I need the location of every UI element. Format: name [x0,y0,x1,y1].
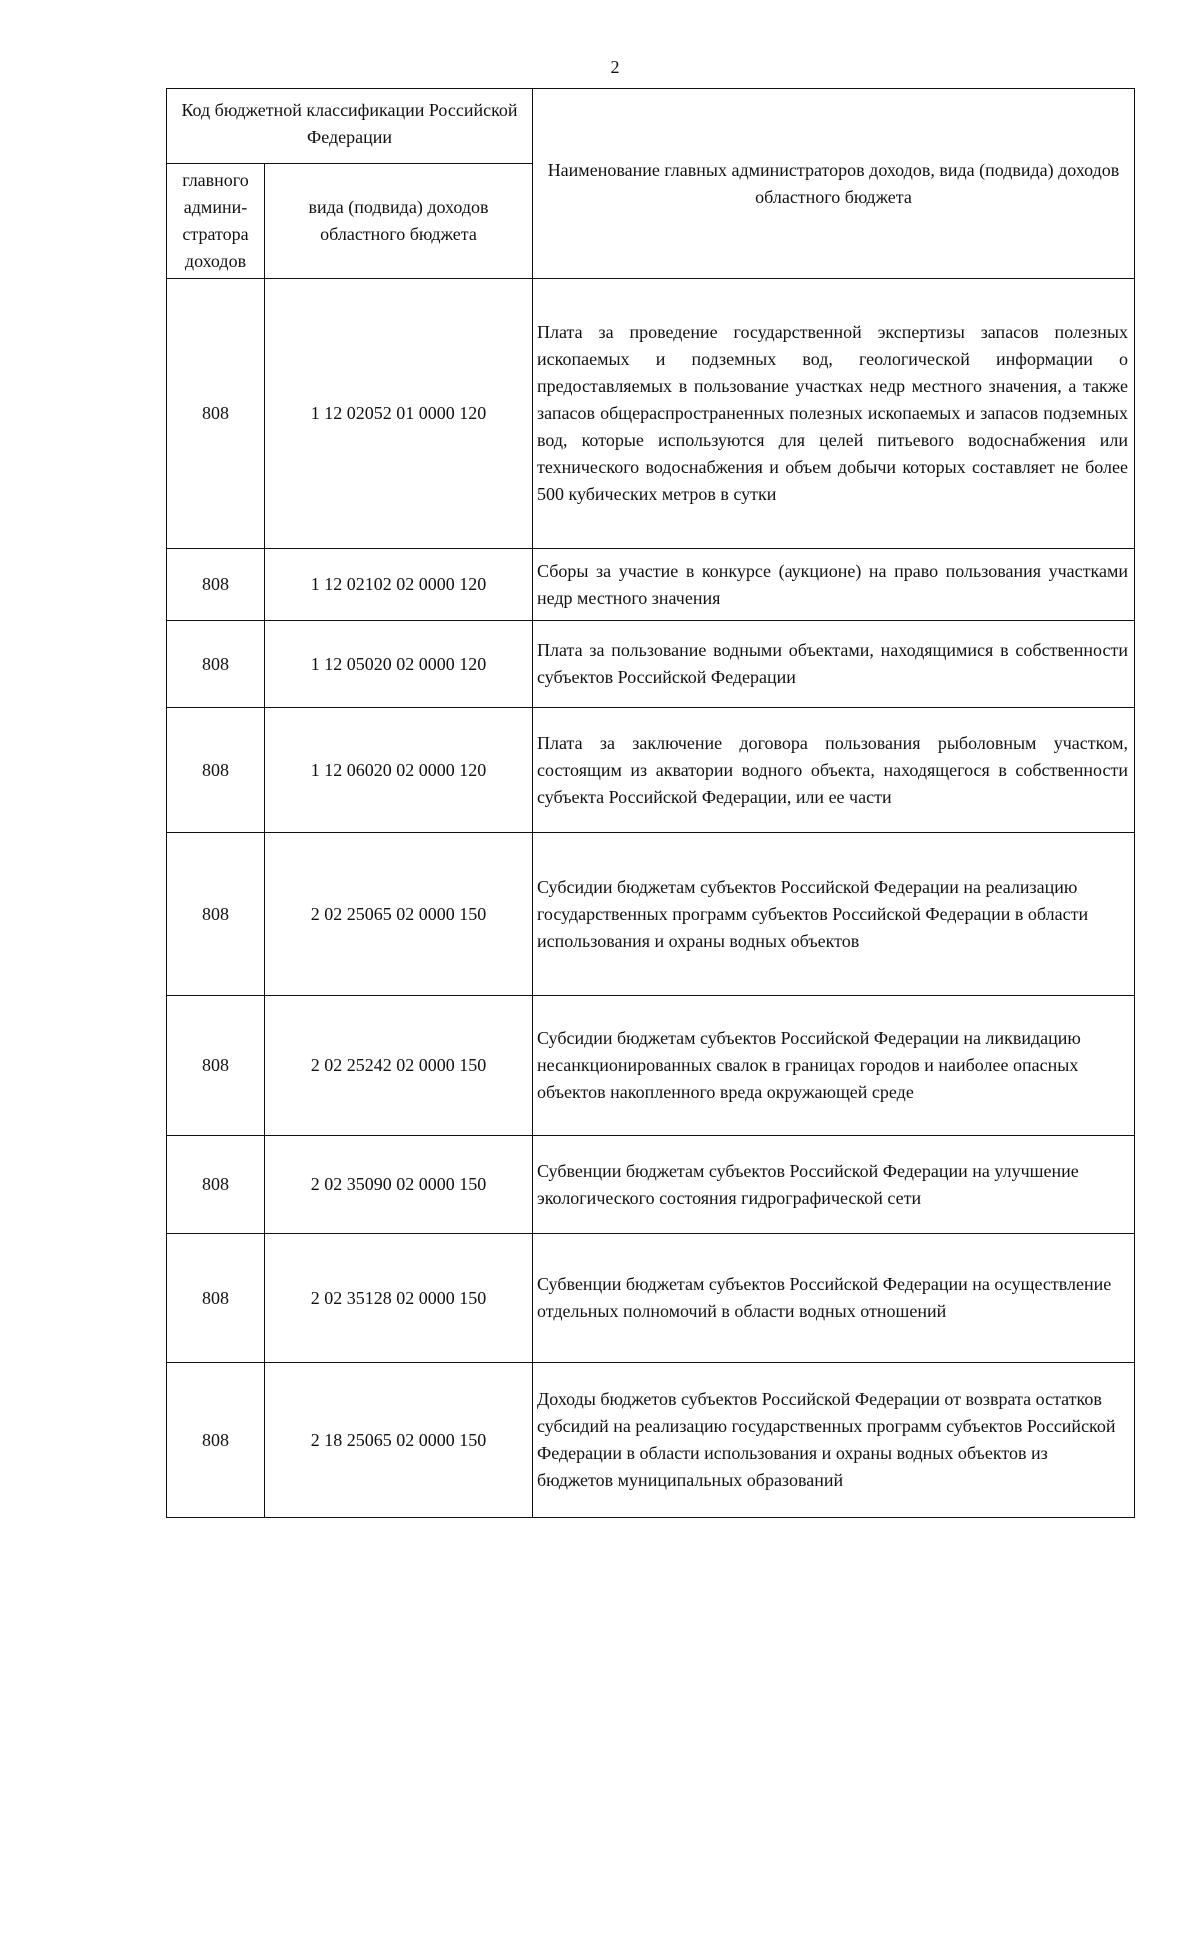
admin-code-cell: 808 [167,1363,265,1518]
header-col-code: вида (подвида) доходов областного бюджета [265,164,533,279]
revenue-code-cell: 2 02 25242 02 0000 150 [265,996,533,1136]
table-row [167,996,1135,1136]
revenue-name-cell: Плата за пользование водными объектами, находящимися в собственности субъектов Российской Федерации [533,621,1135,708]
admin-code-cell: 808 [167,1234,265,1363]
table-row [167,549,1135,621]
revenue-name-cell: Плата за проведение государственной экспертизы запасов полезных ископаемых и подземных вод, геологической информации о предоставляемых в пользование участках недр местного значения, а также запасов общераспространенных полезных ископаемых и запасов подземных вод, которые используются для целей питьевого водоснабжения или технического водоснабжения и объем добычи которых составляет не более 500 кубических метров в сутки [533,279,1135,549]
revenue-name-cell: Плата за заключение договора пользования рыболовным участком, состоящим из акватории водного объекта, находящегося в собственности субъекта Российской Федерации, или ее части [533,708,1135,833]
revenue-code-cell: 1 12 06020 02 0000 120 [265,708,533,833]
revenue-code-cell: 2 02 35090 02 0000 150 [265,1136,533,1234]
header-col-admin: главного админи-стратора доходов [167,164,265,279]
revenue-code-cell: 2 02 25065 02 0000 150 [265,833,533,996]
table-row [167,1234,1135,1363]
revenue-code-cell: 1 12 02102 02 0000 120 [265,549,533,621]
admin-code-cell: 808 [167,996,265,1136]
revenue-code-cell: 2 18 25065 02 0000 150 [265,1363,533,1518]
header-col-name: Наименование главных администраторов доходов, вида (подвида) доходов областного бюджета [533,89,1135,279]
table-row [167,708,1135,833]
revenue-name-cell: Субсидии бюджетам субъектов Российской Федерации на ликвидацию несанкционированных свалок в границах городов и наиболее опасных объектов накопленного вреда окружающей среде [533,996,1135,1136]
revenue-name-cell: Доходы бюджетов субъектов Российской Федерации от возврата остатков субсидий на реализацию государственных программ субъектов Российской Федерации в области использования и охраны водных объектов из бюджетов муниципальных образований [533,1363,1135,1518]
table-row [167,279,1135,549]
table-row [167,1363,1135,1518]
header-group-label: Код бюджетной классификации Российской Федерации [167,89,533,164]
table-row [167,1136,1135,1234]
revenue-name-cell: Субсидии бюджетам субъектов Российской Федерации на реализацию государственных программ субъектов Российской Федерации в области использования и охраны водных объектов [533,833,1135,996]
revenue-name-cell: Субвенции бюджетам субъектов Российской Федерации на осуществление отдельных полномочий в области водных отношений [533,1234,1135,1363]
budget-classification-table [166,88,1135,1518]
revenue-name-cell: Субвенции бюджетам субъектов Российской Федерации на улучшение экологического состояния гидрографической сети [533,1136,1135,1234]
table-row [167,621,1135,708]
revenue-code-cell: 1 12 05020 02 0000 120 [265,621,533,708]
revenue-name-cell: Сборы за участие в конкурсе (аукционе) на право пользования участками недр местного значения [533,549,1135,621]
admin-code-cell: 808 [167,549,265,621]
admin-code-cell: 808 [167,279,265,549]
admin-code-cell: 808 [167,621,265,708]
revenue-code-cell: 2 02 35128 02 0000 150 [265,1234,533,1363]
admin-code-cell: 808 [167,1136,265,1234]
admin-code-cell: 808 [167,833,265,996]
admin-code-cell: 808 [167,708,265,833]
page-number: 2 [610,57,620,77]
revenue-code-cell: 1 12 02052 01 0000 120 [265,279,533,549]
table-row [167,833,1135,996]
